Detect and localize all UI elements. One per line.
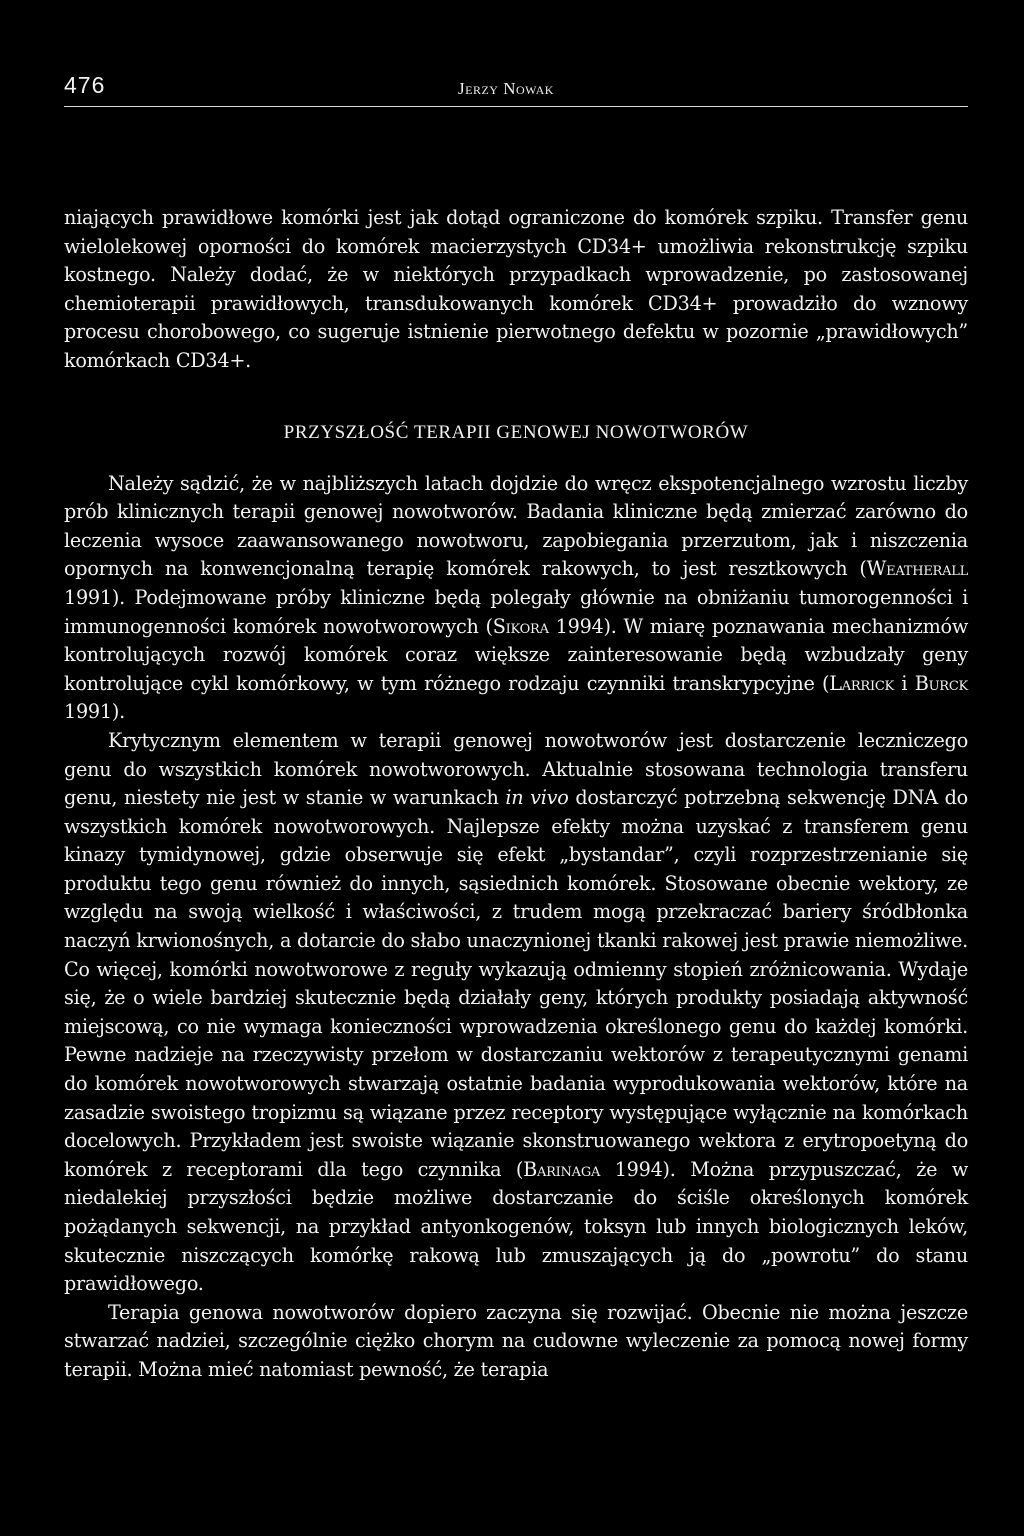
citation-conjunction: i [894, 671, 915, 695]
paragraph-continuation: niających prawidłowe komórki jest jak dotąd ograniczone do komórek szpiku. Transfer genu wielolekowej oporności do komórek macierzystych CD34+ umożliwia rekonstrukcję szpiku kostnego. Należy dodać, że w niektórych przypadkach wprowadzenie, po zastosowanej chemioterapii prawidłowych, transdukowanych komórek CD34+ prowadziło do wznowy procesu chorobowego, co sugeruje istnienie pierwotnego defektu w pozornie „prawidłowych” komórkach CD34+. [64, 206, 968, 372]
paragraph-text: ). Podejmowane próby kliniczne będą polegały głównie na obniżaniu tumorogenności i immunogenności komórek nowotworowych ( [64, 585, 968, 638]
paragraph-outlook [64, 470, 968, 727]
running-header-author: Jerzy Nowak [458, 79, 554, 98]
citation-year: 1991 [64, 700, 112, 724]
paragraph-conclusion: Terapia genowa nowotworów dopiero zaczyna się rozwijać. Obecnie nie można jeszcze stwarzać nadziei, szczególnie ciężko chorym na cudowne wyleczenie za pomocą nowej formy terapii. Można mieć natomiast pewność, że terapia [64, 1300, 968, 1381]
paragraph-text: Krytycznym elementem w terapii genowej nowotworów jest dostarczenie leczniczego genu do wszystkich komórek nowotworowych. Aktualnie stosowana technologia transferu genu, niestety nie jest w stanie w warunkach [64, 728, 968, 810]
paragraph-gene-delivery [64, 727, 968, 1299]
citation-author: Weatherall [866, 557, 968, 581]
citation-year: 1994 [548, 614, 604, 638]
citation-author: Burck [914, 671, 968, 695]
citation-year: 1991 [64, 585, 112, 609]
paragraph-text: dostarczyć potrzebną sekwencję DNA do wszystkich komórek nowotworowych. Najlepsze efekty można uzyskać z transferem genu kinazy tymidynowej, gdzie obserwuje się efekt „bystandar”, czyli rozprzestrzenianie się produktu tego genu również do innych, sąsiednich komórek. Stosowane obecnie wektory, ze względu na swoją wielkość i właściwości, z trudem mogą przekraczać bariery śródbłonka naczyń krwionośnych, a dotarcie do słabo unaczynionej tkanki rakowej jest prawie niemożliwe. Co więcej, komórki nowotworowe z reguły wykazują odmienny stopień zróżnicowania. Wydaje się, że o wiele bardziej skutecznie będą działały geny, których produkty posiadają aktywność miejscową, co nie wymaga konieczności wprowadzenia określonego genu do każdej komórki. Pewne nadzieje na rzeczywisty przełom w dostarczaniu wektorów z terapeutycznymi genami do komórek nowotworowych stwarzają ostatnie badania wyprodukowania wektorów, które na zasadzie swoistego tropizmu są wiązane przez receptory występujące wyłącznie na komórkach docelowych. Przykładem jest swoiste wiązanie skonstruowanego wektora z erytropoetyną do komórek z receptorami dla tego czynnika ( [64, 786, 968, 1181]
page-number: 476 [64, 72, 106, 98]
citation-author: Larrick [829, 671, 895, 695]
paragraph-text: ). Można przypuszczać, że w niedalekiej przyszłości będzie możliwe dostarczanie do ściśle określonych komórek pożądanych sekwencji, na przykład antyonkogenów, toksyn lub innych biologicznych leków, skutecznie niszczących komórkę rakową lub zmuszających ją do „powrotu” do stanu prawidłowego. [64, 1157, 968, 1296]
section-heading: PRZYSZŁOŚĆ TERAPII GENOWEJ NOWOTWORÓW [283, 421, 749, 443]
paragraph-text: ). [111, 700, 125, 724]
paragraph-text: Należy sądzić, że w najbliższych latach dojdzie do wręcz ekspotencjalnego wzrostu liczby prób klinicznych terapii genowej nowotworów. Badania kliniczne będą zmierzać zarówno do leczenia wysoce zaawansowanego nowotworu, zapobiegania przerzutom, jak i niszczenia opornych na konwencjonalną terapię komórek rakowych, to jest resztkowych ( [64, 471, 968, 581]
citation-author: Sikora [492, 614, 549, 638]
italic-term: in vivo [505, 786, 569, 810]
citation-year: 1994 [600, 1157, 663, 1181]
document-page [64, 66, 968, 1385]
citation-author: Barinaga [523, 1157, 601, 1181]
paragraph-text: ). W miarę poznawania mechanizmów kontrolujących rozwój komórek coraz większe zainteresowanie będą wzbudzały geny kontrolujące cykl komórkowy, w tym różnego rodzaju czynniki transkrypcyjne ( [64, 614, 969, 695]
page-header [64, 66, 968, 107]
